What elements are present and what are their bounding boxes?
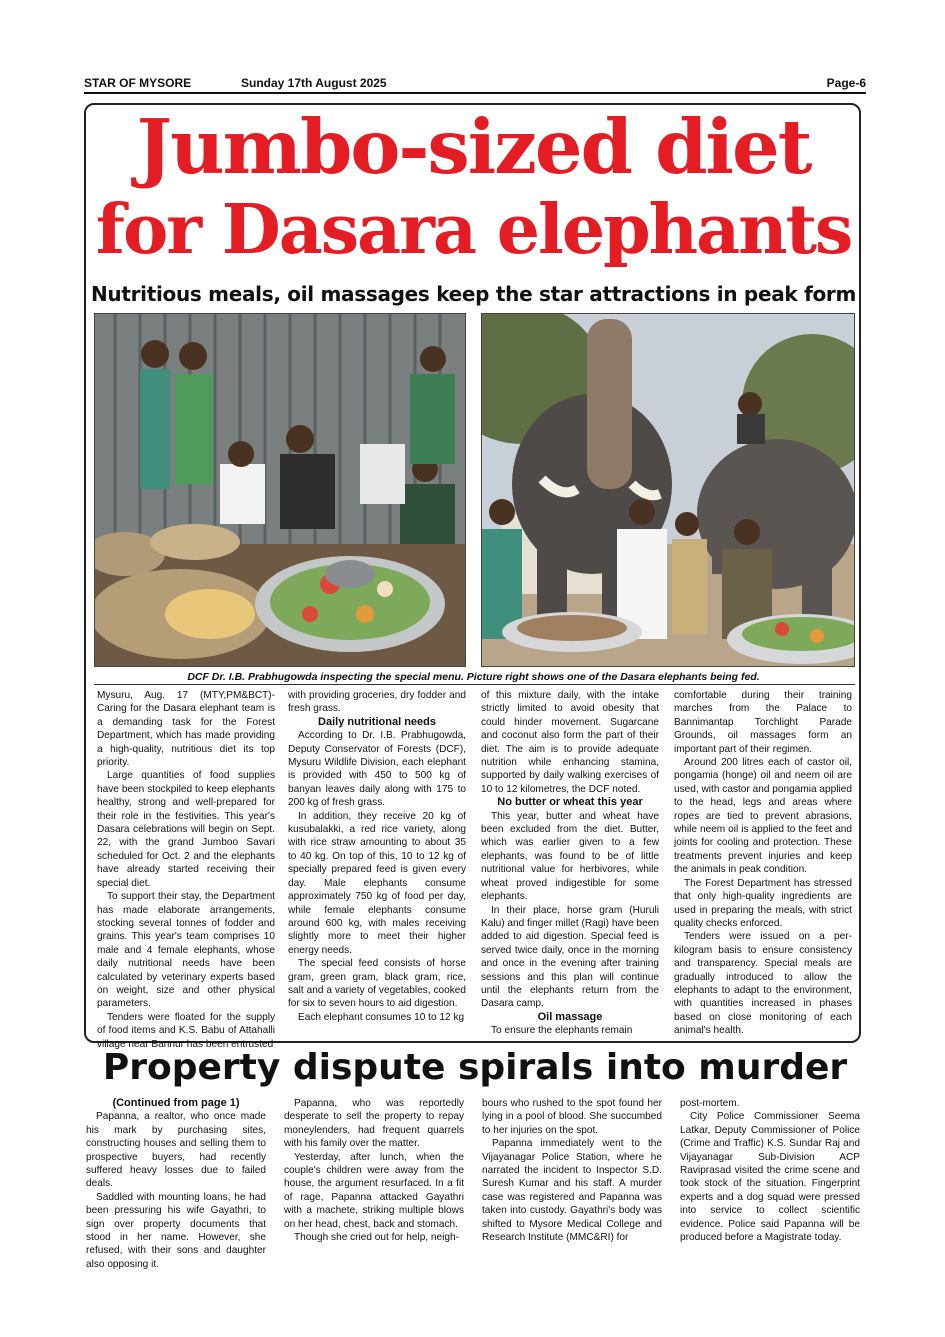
- paragraph: In addition, they receive 20 kg of kusubalakki, a red rice variety, along with rice straw amounting to about 35 to 40 kg. On top of this, 10 to 12 kg of specially prepared feed is given every day. Male elephants consume approximately 750 kg of food per day, while female elephants consume around 600 kg, with males receiving slightly more to meet their higher energy needs.: [288, 810, 466, 956]
- subhead: Oil massage: [537, 1010, 603, 1023]
- paragraph: To support their stay, the Department has made elaborate arrangements, stocking several tonnes of fodder and grains. This year's team comprises 10 male and 4 female elephants, whose daily nutritional needs have been calculated by veterinary experts based on weight, size and other physical parameters.: [97, 891, 275, 1010]
- subhead: No butter or wheat this year: [497, 796, 643, 809]
- paragraph: Mysuru, Aug. 17 (MTY,PM&BCT)- Caring for the Dasara elephant team is a demanding task for the Forest Department, which has made providing a high-quality, nutritious diet its top priority.: [97, 690, 275, 769]
- continued-note: (Continued from page 1): [112, 1097, 240, 1109]
- page-number: Page-6: [826, 76, 866, 90]
- caption-rule: [94, 684, 855, 685]
- paragraph: Yesterday, after lunch, when the couple's children were away from the house, the argument resurfaced. In a fit of rage, Papanna attacked Gayathri with a machete, striking multiple blows on her head, chest, back and stomach.: [284, 1151, 464, 1230]
- issue-date: Sunday 17th August 2025: [241, 76, 387, 90]
- headline-line-2: for Dasara elephants: [95, 190, 852, 270]
- paragraph: Papanna, a realtor, who once made his mark by purchasing sites, constructing houses and selling them to prospective buyers, had recently suffered heavy losses due to failed deals.: [86, 1111, 266, 1190]
- story2-column-3: [482, 1097, 662, 1244]
- paragraph: To ensure the elephants remain: [491, 1025, 633, 1037]
- paragraph: bours who rushed to the spot found her lying in a pool of blood. She succumbed to her injuries on the spot.: [482, 1098, 662, 1136]
- photo-food-inspection: [94, 313, 466, 667]
- subhead: Daily nutritional needs: [318, 715, 436, 728]
- story2-column-2: [284, 1097, 464, 1244]
- story2-column-1: [86, 1097, 266, 1271]
- paragraph: City Police Commissioner Seema Latkar, Deputy Commissioner of Police (Crime and Traffic) K.S. Sundar Raj and Vijayanagar Sub-Division ACP Raviprasad visited the crime scene and took stock of the situation. Fingerprint experts and a dog squad were pressed into service to collect scientific evidence. Police said Papanna will be produced before a Magistrate today.: [680, 1111, 860, 1244]
- paragraph: Large quantities of food supplies have been stockpiled to keep elephants healthy, strong and well-prepared for their role in the festivities. This year's Dasara celebrations will begin on Sept. 22, with the grand Jumboo Savari scheduled for Oct. 2 and the elephants have already started receiving their special diet.: [97, 770, 275, 889]
- photo-elephant-feeding: [481, 313, 855, 667]
- story2-column-4: [680, 1097, 860, 1244]
- paper-name: STAR OF MYSORE: [84, 76, 192, 90]
- paragraph: of this mixture daily, with the intake strictly limited to avoid obesity that could hinder movement. Sugarcane and coconut also form the part of their diet. The aim is to provide adequate nutrition while enhancing stamina, supported by daily walking exercises of 10 to 12 kilometres, the DCF noted.: [481, 690, 659, 795]
- subheadline: Nutritious meals, oil massages keep the star attractions in peak form: [90, 282, 857, 306]
- paragraph: post-mortem.: [680, 1098, 740, 1109]
- paragraph: Around 200 litres each of castor oil, pongamia (honge) oil and neem oil are used, with castor and pongamia applied to the head, legs and areas where ropes are tied to prevent abrasions, while neem oil is applied to the feet and joints for cooling and protection. These treatments prevent injuries and keep the animals in peak condition.: [674, 757, 852, 876]
- paragraph: The special feed consists of horse gram, green gram, black gram, rice, salt and a variety of vegetables, cooked for six to seven hours to aid digestion.: [288, 958, 466, 1010]
- story1-column-4: [674, 689, 852, 1038]
- headline-line-1: Jumbo-sized diet: [136, 103, 811, 191]
- story1-column-1: [97, 689, 275, 1051]
- paragraph: According to Dr. I.B. Prabhugowda, Deputy Conservator of Forests (DCF), Mysuru Wildlife Division, each elephant is provided with 450 to 500 kg of banyan leaves daily along with 175 to 200 kg of fresh grass.: [288, 730, 466, 809]
- paragraph: The Forest Department has stressed that only high-quality ingredients are used in preparing the meals, with strict quality checks enforced.: [674, 877, 852, 929]
- paragraph: comfortable during their training marches from the Palace to Bannimantap Torchlight Parade Grounds, oil massages form an important part of their regimen.: [674, 690, 852, 755]
- paragraph: This year, butter and wheat have been excluded from the diet. Butter, which was earlier given to a few elephants, was found to be of little nutritional value for herbivores, while wheat proved indigestible for some elephants.: [481, 810, 659, 903]
- paragraph: Tenders were issued on a per-kilogram basis to ensure consistency and transparency. Special meals are gradually introduced to allow the elephants to adapt to the environment, with quantities increased in phases based on close monitoring of each animal's health.: [674, 931, 852, 1037]
- paragraph: Papanna, who was reportedly desperate to sell the property to repay moneylenders, had frequent quarrels with his family over the matter.: [284, 1098, 464, 1150]
- header-rule: [84, 92, 866, 94]
- paragraph: Papanna immediately went to the Vijayanagar Police Station, where he narrated the incident to Inspector S.D. Suresh Kumar and his staff. A murder case was registered and Papanna was taken into custody. Gayathri's body was shifted to Mysore Medical College and Research Institute (MMC&RI) for: [482, 1138, 662, 1244]
- paragraph: Tenders were floated for the supply of food items and K.S. Babu of Attahalli village near Bannur has been entrusted: [97, 1011, 275, 1050]
- story1-column-3: [481, 689, 659, 1038]
- story2-headline: Property dispute spirals into murder: [102, 1047, 848, 1088]
- photo-caption: DCF Dr. I.B. Prabhugowda inspecting the special menu. Picture right shows one of the Dasara elephants being fed.: [187, 671, 760, 683]
- paragraph: with providing groceries, dry fodder and fresh grass.: [288, 690, 466, 715]
- paragraph: In their place, horse gram (Huruli Kalu) and finger millet (Ragi) have been added to aid digestion. Special feed is served twice daily, once in the morning and once in the evening after training sessions and this plan will continue until the elephants return from the Dasara camp.: [481, 904, 659, 1010]
- page-header: [84, 74, 866, 92]
- paragraph: Saddled with mounting loans, he had been pressuring his wife Gayathri, to sign over property documents that stood in her name. However, she refused, with their sons and daughter also opposing it.: [86, 1191, 266, 1270]
- paragraph: Each elephant consumes 10 to 12 kg: [298, 1011, 465, 1023]
- story1-column-2: [288, 689, 466, 1024]
- paragraph: Though she cried out for help, neigh-: [294, 1232, 459, 1244]
